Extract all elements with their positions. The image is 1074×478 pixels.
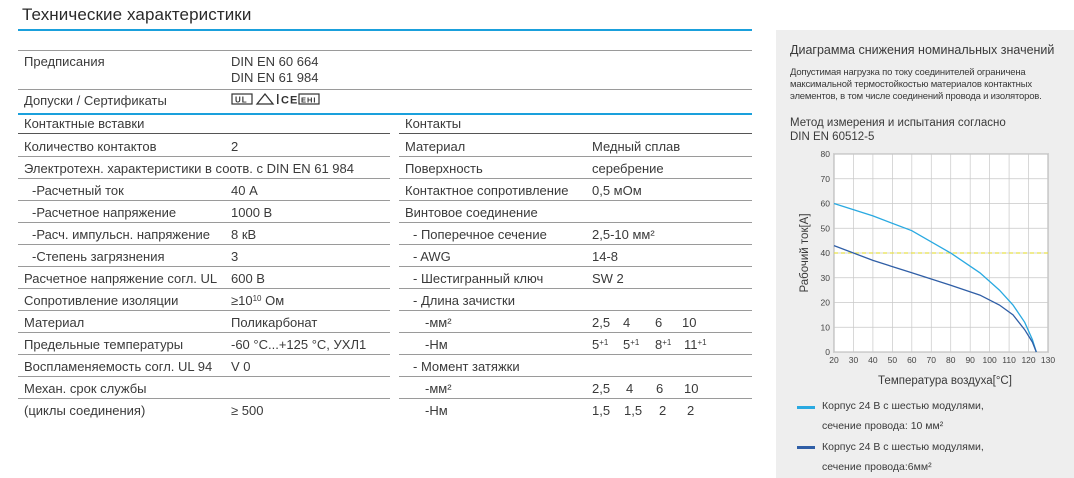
svg-text:CE: CE — [281, 94, 299, 106]
row-divider — [18, 288, 390, 289]
certification-logos — [231, 92, 323, 109]
right-row-value: 14-8 — [592, 249, 619, 264]
svg-text:EHI: EHI — [301, 95, 317, 105]
right-row-label: -Нм — [425, 403, 448, 418]
left-row-label: -Степень загрязнения — [32, 249, 165, 264]
strip-nm-1 — [592, 337, 608, 352]
right-row-value: 2,5-10 мм² — [592, 227, 655, 242]
strip-mm-2: 4 — [623, 315, 631, 330]
row-divider — [18, 178, 390, 179]
row-divider — [399, 288, 752, 289]
strip-nm-value: 5 — [623, 337, 631, 352]
torque-nm-2: 1,5 — [624, 403, 643, 418]
legend-swatch-10mm — [797, 406, 815, 409]
torque-mm-4: 10 — [684, 381, 699, 396]
left-row-value: 2 — [231, 139, 239, 154]
right-row-label: Поверхность — [405, 161, 483, 176]
row-divider — [18, 222, 390, 223]
strip-mm-4: 10 — [682, 315, 697, 330]
row-divider — [399, 354, 752, 355]
value-base: ≥10 — [231, 293, 253, 308]
x-tick-label: 100 — [982, 355, 997, 365]
left-row-label: -Расч. импульсн. напряжение — [32, 227, 211, 242]
left-row-label: Количество контактов — [24, 139, 157, 154]
row-divider — [18, 354, 390, 355]
legend-swatch-6mm — [797, 446, 815, 449]
left-row-label: Электротехн. характеристики в соотв. с DIN EN 61 984 — [24, 161, 354, 176]
left-row-label: Сопротивление изоляции — [24, 293, 179, 308]
row-divider — [18, 332, 390, 333]
right-row-label: - AWG — [413, 249, 451, 264]
x-tick-label: 60 — [907, 355, 917, 365]
row-divider — [399, 376, 752, 377]
cert-icons — [231, 92, 323, 106]
left-row-value: 40 А — [231, 183, 258, 198]
torque-nm-3: 2 — [659, 403, 667, 418]
left-row-label: Механ. срок службы — [24, 381, 147, 396]
regulations-value-1: DIN EN 60 664 — [231, 54, 319, 69]
x-tick-label: 120 — [1021, 355, 1036, 365]
y-tick-label: 50 — [820, 223, 830, 234]
insulation-resistance-value — [231, 293, 284, 308]
y-tick-label: 0 — [825, 347, 830, 357]
left-row-label: Расчетное напряжение согл. UL — [24, 271, 218, 286]
strip-mm-3: 6 — [655, 315, 663, 330]
row-divider — [399, 332, 752, 333]
right-row-label: - Момент затяжки — [413, 359, 520, 374]
x-tick-label: 130 — [1040, 355, 1056, 365]
row-divider — [399, 178, 752, 179]
value-unit: Ом — [261, 293, 285, 308]
row-divider — [18, 244, 390, 245]
row-divider — [18, 266, 390, 267]
panel-title: Диаграмма снижения номинальных значений — [790, 43, 1055, 57]
right-row-label: Материал — [405, 139, 466, 154]
row-divider — [399, 200, 752, 201]
tolerance: +1 — [697, 338, 707, 347]
right-row-label: - Длина зачистки — [413, 293, 515, 308]
section-divider — [18, 113, 752, 115]
right-row-value: Медный сплав — [592, 139, 681, 154]
method-line-2: DIN EN 60512-5 — [790, 131, 875, 143]
row-divider — [399, 222, 752, 223]
strip-mm-1: 2,5 — [592, 315, 611, 330]
right-row-value: 0,5 мОм — [592, 183, 642, 198]
right-row-label: Контактное сопротивление — [405, 183, 569, 198]
row-divider — [18, 398, 390, 399]
left-row-label: (циклы соединения) — [24, 403, 146, 418]
left-row-label: Воспламеняемость согл. UL 94 — [24, 359, 213, 374]
row-divider — [399, 244, 752, 245]
row-divider — [18, 376, 390, 377]
right-row-label: -мм² — [425, 381, 452, 396]
strip-nm-value: 5 — [592, 337, 600, 352]
strip-nm-value: 11 — [684, 337, 698, 352]
row-divider — [399, 398, 752, 399]
method-line-1: Метод измерения и испытания согласно — [790, 117, 1006, 129]
legend-label-10mm-2: сечение провода: 10 мм² — [822, 420, 944, 432]
header-underline-left — [18, 133, 390, 134]
strip-nm-2 — [623, 337, 639, 352]
right-row-label: - Шестигранный ключ — [413, 271, 544, 286]
y-tick-label: 20 — [820, 297, 830, 308]
row-divider — [18, 156, 390, 157]
left-row-label: Материал — [24, 315, 85, 330]
strip-nm-4 — [684, 337, 707, 352]
left-row-value: V 0 — [231, 359, 251, 374]
y-tick-label: 70 — [820, 173, 830, 184]
derating-chart — [776, 140, 1074, 396]
x-tick-label: 40 — [868, 355, 878, 365]
regulations-label: Предписания — [24, 54, 105, 69]
left-row-label: -Расчетный ток — [32, 183, 124, 198]
right-row-label: - Поперечное сечение — [413, 227, 547, 242]
contact-inserts-header: Контактные вставки — [24, 116, 145, 131]
header-underline-right — [399, 133, 752, 134]
svg-text:UL: UL — [235, 95, 248, 105]
row-divider — [399, 156, 752, 157]
y-tick-label: 80 — [820, 149, 830, 159]
torque-mm-3: 6 — [656, 381, 664, 396]
legend-label-10mm-1: Корпус 24 В с шестью модулями, — [822, 400, 984, 412]
x-tick-label: 50 — [887, 355, 898, 365]
row-divider — [18, 200, 390, 201]
torque-mm-1: 2,5 — [592, 381, 611, 396]
x-tick-label: 20 — [829, 355, 839, 365]
title-underline — [18, 29, 752, 31]
y-tick-label: 30 — [820, 272, 830, 283]
strip-nm-value: 8 — [655, 337, 663, 352]
row-divider — [18, 89, 752, 90]
left-row-value: Поликарбонат — [231, 315, 318, 330]
contacts-header: Контакты — [405, 116, 462, 131]
x-tick-label: 30 — [848, 355, 859, 365]
left-row-value: -60 °C...+125 °C, УХЛ1 — [231, 337, 367, 352]
y-tick-label: 40 — [820, 248, 830, 258]
x-axis-label: Температура воздуха[°C] — [878, 375, 1012, 387]
legend-label-6mm-1: Корпус 24 В с шестью модулями, — [822, 441, 984, 453]
left-row-value: 600 В — [231, 271, 265, 286]
left-row-value: 8 кВ — [231, 227, 257, 242]
page-title: Технические характеристики — [22, 5, 252, 24]
torque-nm-4: 2 — [687, 403, 695, 418]
row-divider — [399, 266, 752, 267]
torque-nm-1: 1,5 — [592, 403, 611, 418]
torque-mm-2: 4 — [626, 381, 634, 396]
left-row-label: Предельные температуры — [24, 337, 184, 352]
row-divider — [399, 310, 752, 311]
x-tick-label: 70 — [926, 355, 937, 365]
row-divider — [18, 50, 752, 51]
value-exponent: 10 — [252, 294, 262, 303]
y-tick-label: 10 — [820, 322, 830, 333]
panel-description: Допустимая нагрузка по току соединителей ограничена максимальной термостойкостью материалов контактных элементов, в том числе соединений провода и изоляторов. — [790, 67, 1042, 102]
left-row-value: ≥ 500 — [231, 403, 264, 418]
right-row-value: SW 2 — [592, 271, 624, 286]
y-axis-label: Рабочий ток[А] — [799, 213, 811, 293]
right-row-label: -мм² — [425, 315, 452, 330]
regulations-value-2: DIN EN 61 984 — [231, 70, 319, 85]
legend-label-6mm-2: сечение провода:6мм² — [822, 461, 932, 473]
right-row-label: -Нм — [425, 337, 448, 352]
tolerance: +1 — [630, 338, 640, 347]
x-tick-label: 110 — [1002, 355, 1016, 365]
left-row-label: -Расчетное напряжение — [32, 205, 177, 220]
left-row-value: 3 — [231, 249, 239, 264]
approvals-label: Допуски / Сертификаты — [24, 93, 167, 108]
x-tick-label: 80 — [945, 355, 956, 365]
y-tick-label: 60 — [820, 198, 830, 209]
tolerance: +1 — [599, 338, 609, 347]
x-tick-label: 90 — [965, 355, 975, 365]
row-divider — [18, 310, 390, 311]
tolerance: +1 — [662, 338, 672, 347]
right-row-value: серебрение — [592, 161, 664, 176]
left-row-value: 1000 В — [231, 205, 273, 220]
strip-nm-3 — [655, 337, 671, 352]
right-row-label: Винтовое соединение — [405, 205, 538, 220]
